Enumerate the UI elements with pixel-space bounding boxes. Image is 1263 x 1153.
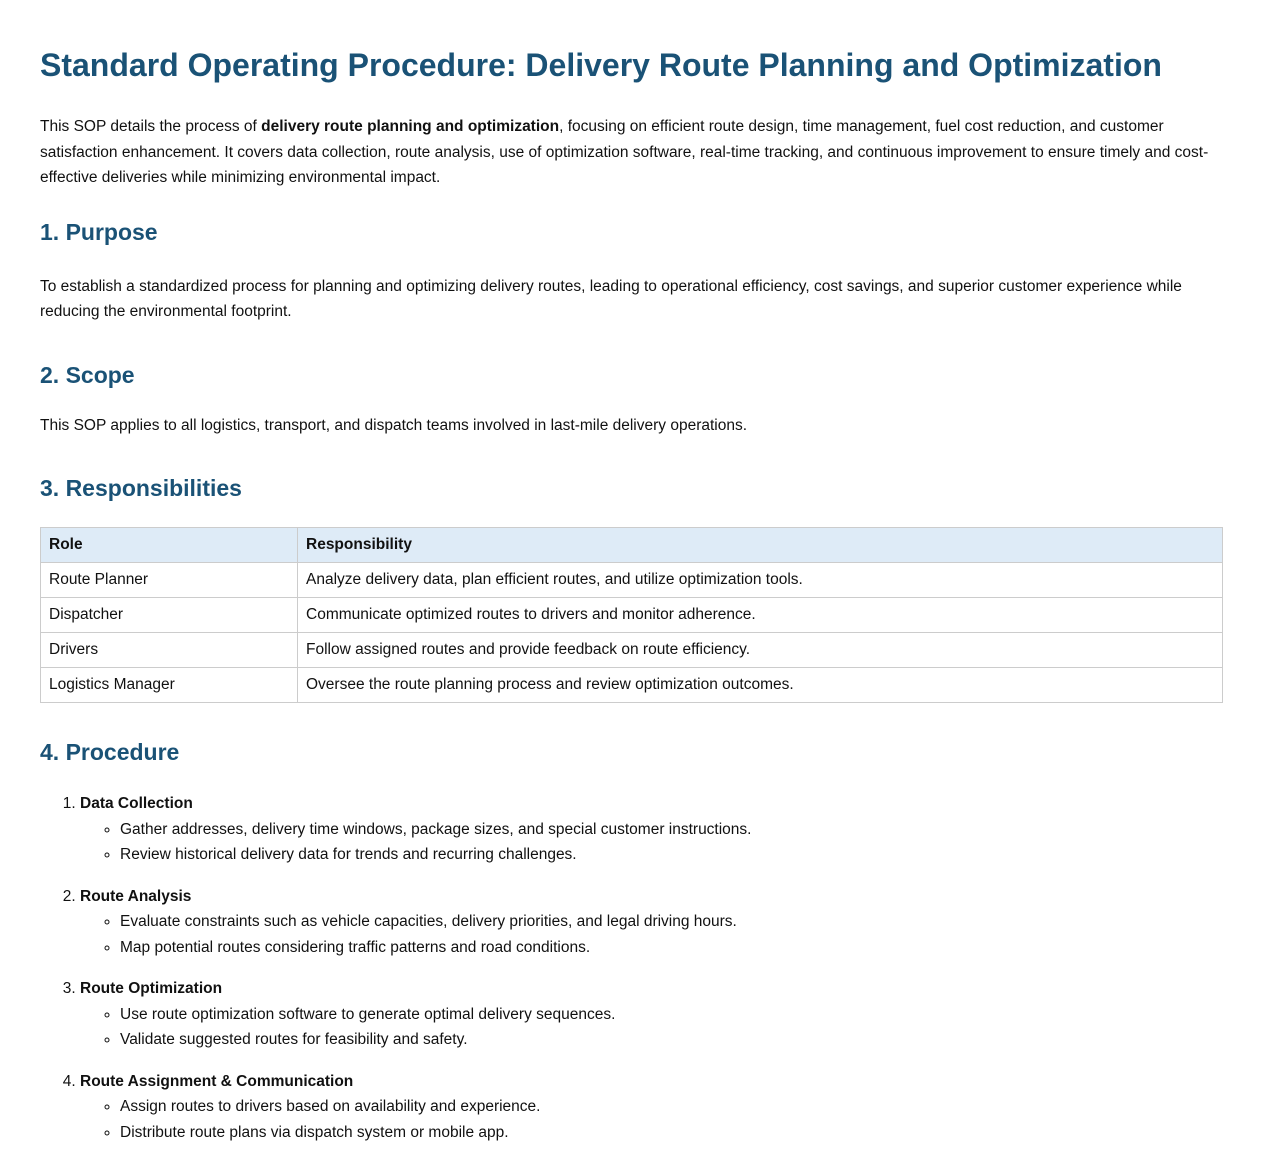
table-row	[41, 598, 1223, 633]
list-item: ◦ Evaluate constraints such as vehicle capacities, delivery priorities, and legal driving hours.	[120, 909, 1223, 935]
step-items	[80, 1002, 1223, 1053]
step-items	[80, 817, 1223, 868]
intro-suffix: , focusing on efficient route design, time management, fuel cost reduction, and customer satisfaction enhancement. It covers data collection, route analysis, use of optimization software, real-time tracking, and continuous improvement to ensure timely and cost-effective deliveries while minimizing environmental impact.	[40, 118, 1209, 186]
list-item: ◦ Validate suggested routes for feasibility and safety.	[120, 1027, 1223, 1053]
table-row	[41, 633, 1223, 668]
scope-heading: 2. Scope	[40, 361, 135, 388]
responsibilities-heading: 3. Responsibilities	[40, 475, 242, 501]
role-cell: Route Planner	[41, 563, 298, 598]
procedure-step	[80, 976, 1223, 1053]
role-cell: Dispatcher	[41, 598, 298, 633]
column-header-responsibility: Responsibility	[298, 528, 1223, 563]
list-item: ◦ Assign routes to drivers based on availability and experience.	[120, 1094, 1223, 1120]
intro-paragraph	[40, 114, 1223, 191]
column-header-role: Role	[41, 528, 298, 563]
list-item: ◦ Review historical delivery data for trends and recurring challenges.	[120, 842, 1223, 868]
responsibilities-table	[40, 527, 1223, 703]
procedure-step	[80, 791, 1223, 868]
table-header-row	[41, 528, 1223, 563]
table-row	[41, 668, 1223, 703]
scope-text: This SOP applies to all logistics, transport, and dispatch teams involved in last-mile delivery operations.	[40, 416, 748, 434]
intro-bold: delivery route planning and optimization	[261, 118, 560, 135]
responsibility-cell: Analyze delivery data, plan efficient routes, and utilize optimization tools.	[298, 563, 1223, 598]
list-item: ◦ Gather addresses, delivery time windows, package sizes, and special customer instructions.	[120, 817, 1223, 843]
role-cell: Logistics Manager	[41, 668, 298, 703]
responsibility-cell: Oversee the route planning process and review optimization outcomes.	[298, 668, 1223, 703]
step-items	[80, 1094, 1223, 1145]
list-item: ◦ Use route optimization software to generate optimal delivery sequences.	[120, 1002, 1223, 1028]
purpose-heading: 1. Purpose	[40, 218, 158, 245]
step-title: Route Optimization	[80, 980, 223, 997]
responsibility-cell: Follow assigned routes and provide feedback on route efficiency.	[298, 633, 1223, 668]
page-title: Standard Operating Procedure: Delivery Route Planning and Optimization	[40, 47, 1162, 83]
procedure-steps	[40, 791, 1223, 1145]
list-item: ◦ Distribute route plans via dispatch system or mobile app.	[120, 1120, 1223, 1146]
procedure-heading: 4. Procedure	[40, 739, 180, 765]
list-item: ◦ Map potential routes considering traffic patterns and road conditions.	[120, 935, 1223, 961]
procedure-step	[80, 884, 1223, 961]
step-title: Route Analysis	[80, 887, 192, 905]
procedure-step	[80, 1069, 1223, 1146]
table-row	[41, 563, 1223, 598]
step-title: Route Assignment & Communication	[80, 1072, 354, 1090]
step-title: Data Collection	[80, 795, 193, 812]
intro-prefix: This SOP details the process of	[40, 118, 262, 135]
responsibility-cell: Communicate optimized routes to drivers and monitor adherence.	[298, 598, 1223, 633]
purpose-text: To establish a standardized process for planning and optimizing delivery routes, leading to operational efficiency, cost savings, and superior customer experience while reducing the environmental footprint.	[40, 277, 1182, 320]
role-cell: Drivers	[41, 633, 298, 668]
step-items	[80, 909, 1223, 960]
